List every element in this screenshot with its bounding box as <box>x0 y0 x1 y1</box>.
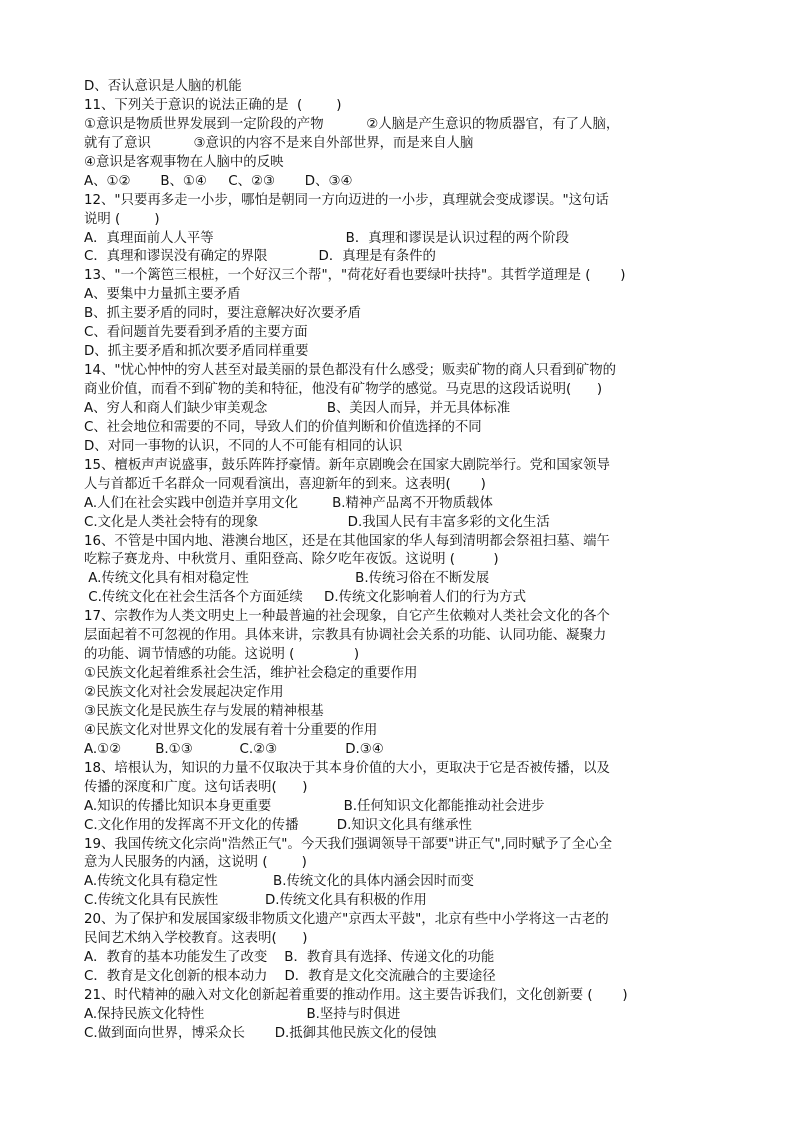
option-line: D、对同一事物的认识，不同的人不可能有相同的认识 <box>84 438 403 454</box>
option-line: C.文化作用的发挥离不开文化的传播 D.知识文化具有继承性 <box>84 817 472 833</box>
question-stem-12: 12、"只要再多走一小步，哪怕是朝同一方向迈进的一小步，真理就会变成谬误。"这句话 <box>84 192 609 208</box>
question-stem-line: 说明 ( ) <box>84 211 160 227</box>
option-line: D、否认意识是人脑的机能 <box>84 79 242 94</box>
statement-line: ③民族文化是民族生存与发展的精神根基 <box>84 703 324 719</box>
option-line: A.传统文化具有相对稳定性 B.传统习俗在不断发展 <box>84 571 490 587</box>
exam-page <box>84 78 720 1044</box>
question-stem-line: 商业价值，而看不到矿物的美和特征，他没有矿物学的感觉。马克思的这段话说明( ) <box>84 382 603 397</box>
statement-line: ②民族文化对社会发展起决定作用 <box>84 685 284 700</box>
option-line: A.传统文化具有稳定性 B.传统文化的具体内涵会因时而变 <box>84 874 474 890</box>
question-stem-21: 21、时代精神的融入对文化创新起着重要的推动作用。这主要告诉我们，文化创新要 ( ) <box>84 988 628 1003</box>
option-line: A.人们在社会实践中创造并享用文化 B.精神产品离不开物质载体 <box>84 495 493 511</box>
question-stem-line: 民间艺术纳入学校教育。这表明( ) <box>84 931 308 947</box>
option-line: C．真理和谬误没有确定的界限 D．真理是有条件的 <box>84 249 436 265</box>
option-line: A、穷人和商人们缺少审美观念 B、美因人而异，并无具体标准 <box>84 400 511 416</box>
question-stem-line: 传播的深度和广度。这句话表明( ) <box>84 779 308 795</box>
question-stem-line: 层面起着不可忽视的作用。具体来讲，宗教具有协调社会关系的功能、认同功能、凝聚力 <box>84 628 607 644</box>
question-stem-15: 15、檀板声声说盛事，鼓乐阵阵抒豪情。新年京剧晚会在国家大剧院举行。党和国家领导 <box>84 457 610 473</box>
statement-line: 就有了意识 ③意识的内容不是来自外部世界，而是来自人脑 <box>84 135 474 151</box>
option-line: A、①② B、①④ C、②③ D、③④ <box>84 173 353 189</box>
question-stem-16: 16、不管是中国内地、港澳台地区，还是在其他国家的华人每到清明都会祭祖扫墓、端午 <box>84 533 610 549</box>
statement-line: ④民族文化对世界文化的发展有着十分重要的作用 <box>84 722 378 738</box>
question-stem-line: 的功能、调节情感的功能。这说明 ( ) <box>84 647 360 663</box>
statement-line: ④意识是客观事物在人脑中的反映 <box>84 154 284 170</box>
option-line: A．真理面前人人平等 B．真理和谬误是认识过程的两个阶段 <box>84 230 570 246</box>
statement-line: ①意识是物质世界发展到一定阶段的产物 ②人脑是产生意识的物质器官，有了人脑， <box>84 116 620 132</box>
question-stem-line: 意为人民服务的内涵，这说明 ( ) <box>84 855 307 871</box>
statement-line: ①民族文化起着维系社会生活，维护社会稳定的重要作用 <box>84 666 418 682</box>
question-stem-19: 19、我国传统文化宗尚"浩然正气"。今天我们强调领导干部要"讲正气",同时赋予了全心全 <box>84 836 612 852</box>
question-stem-13: 13、"一个篱笆三根桩，一个好汉三个帮"，"荷花好看也要绿叶扶持"。其哲学道理是 ( ) <box>84 268 626 284</box>
option-line: C、社会地位和需要的不同，导致人们的价值判断和价值选择的不同 <box>84 419 482 435</box>
option-line: C.做到面向世界，博采众长 D.抵御其他民族文化的侵蚀 <box>84 1025 437 1041</box>
question-stem-14: 14、"忧心忡忡的穷人甚至对最美丽的景色都没有什么感受；贩卖矿物的商人只看到矿物的 <box>84 363 617 379</box>
option-line: C、看问题首先要看到矛盾的主要方面 <box>84 325 308 341</box>
option-line: C.传统文化在社会生活各个方面延续 D.传统文化影响着人们的行为方式 <box>84 590 527 606</box>
option-line: C.传统文化具有民族性 D.传统文化具有积极的作用 <box>84 893 427 909</box>
question-stem-line: 吃粽子赛龙舟、中秋赏月、重阳登高、除夕吃年夜饭。这说明 ( ) <box>84 552 499 568</box>
option-line: B、抓主要矛盾的同时，要注意解决好次要矛盾 <box>84 306 361 322</box>
option-line: A.知识的传播比知识本身更重要 B.任何知识文化都能推动社会进步 <box>84 798 545 814</box>
question-stem-20: 20、为了保护和发展国家级非物质文化遗产"京西太平鼓"，北京有些中小学将这一古老的 <box>84 912 609 928</box>
question-stem-11: 11、下列关于意识的说法正确的是 ( ) <box>84 97 342 113</box>
question-stem-18: 18、培根认为，知识的力量不仅取决于其本身价值的大小，更取决于它是否被传播，以及 <box>84 760 610 776</box>
question-stem-line: 人与首都近千名群众一同观看演出，喜迎新年的到来。这表明( ) <box>84 476 486 492</box>
question-stem-17: 17、宗教作为人类文明史上一种最普遍的社会现象，自它产生依赖对人类社会文化的各个 <box>84 609 610 625</box>
option-line: D、抓主要矛盾和抓次要矛盾同样重要 <box>84 344 309 360</box>
option-line: C．教育是文化创新的根本动力 D．教育是文化交流融合的主要途径 <box>84 969 496 985</box>
option-line: A.①② B.①③ C.②③ D.③④ <box>84 741 384 757</box>
option-line: A.保持民族文化特性 B.坚持与时俱进 <box>84 1006 401 1022</box>
option-line: A、要集中力量抓主要矛盾 <box>84 287 241 303</box>
option-line: C.文化是人类社会特有的现象 D.我国人民有丰富多彩的文化生活 <box>84 514 550 530</box>
option-line: A．教育的基本功能发生了改变 B．教育具有选择、传递文化的功能 <box>84 950 495 966</box>
